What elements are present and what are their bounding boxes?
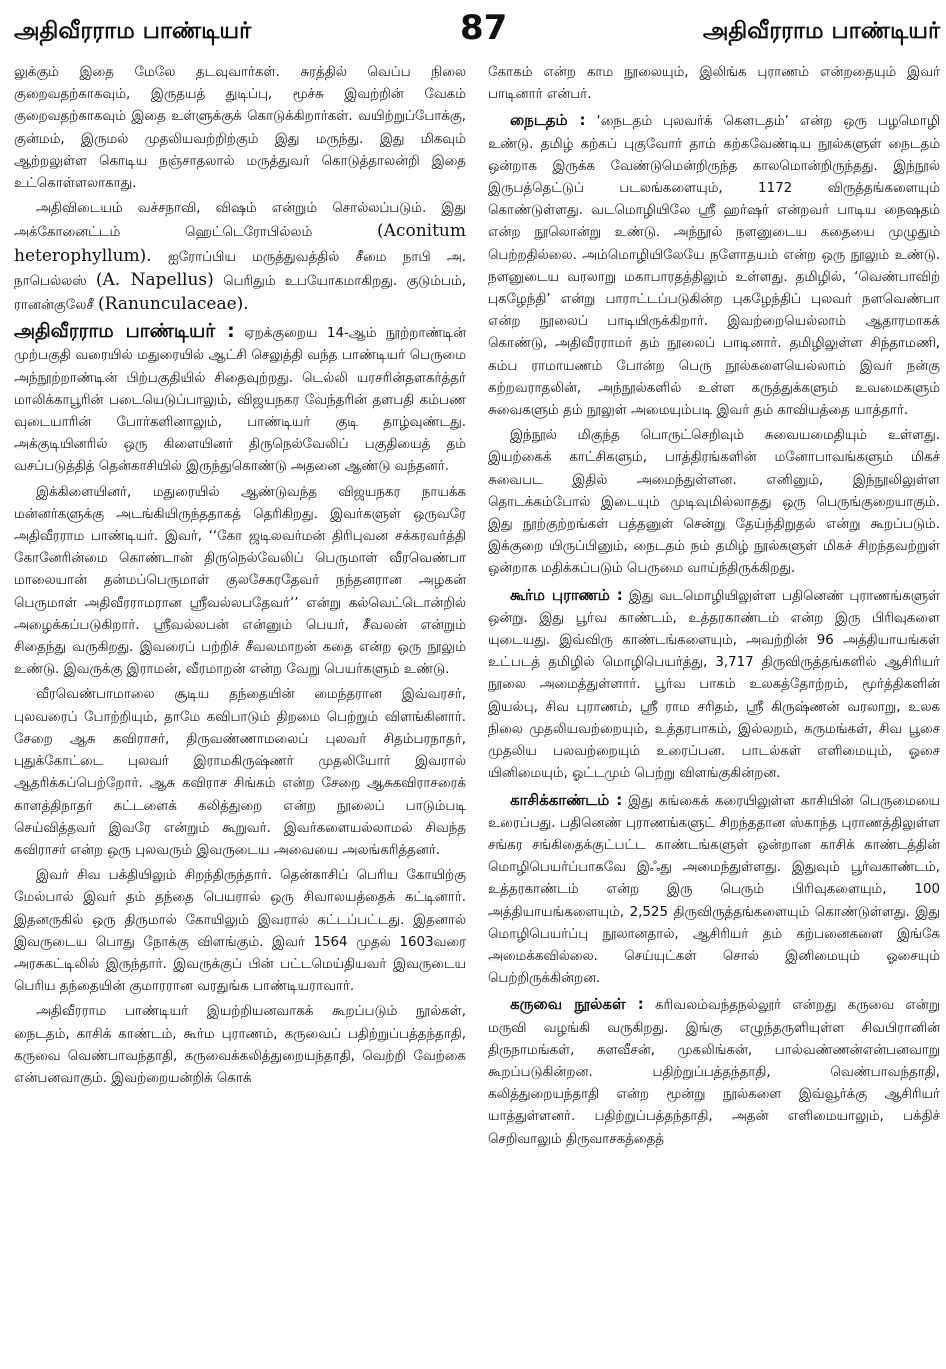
entry-heading: அதிவீரராம பாண்டியர் : <box>14 320 235 343</box>
paragraph-text: ஐரோப்பிய மருத்துவத்தில் சீமை நாபி அ. நாபெல்லஸ் <box>14 249 466 289</box>
subentry-paragraph <box>488 109 940 422</box>
paragraph <box>14 198 466 317</box>
subentry-heading: கருவை நூல்கள் : <box>510 995 644 1014</box>
paragraph: அதிவீரராம பாண்டியர் இயற்றியனவாகக் கூறப்படும் நூல்கள், நைடதம், காசிக் காண்டம், கூர்ம புராணம், கருவைப் பதிற்றுப்பத்தந்தாதி, கருவை வெண்பாவந்தாதி, கருவைக்கலித்துறையந்தாதி, வெற்றி வேற்கை என்பனவாகும். இவற்றையன்றிக் கொக் <box>14 1004 466 1086</box>
running-head-right: அதிவீரராம பாண்டியர் <box>702 18 940 44</box>
subentry-heading: நைடதம் : <box>510 111 586 130</box>
right-column <box>488 62 940 1369</box>
latin-name: (Ranunculaceae). <box>98 294 249 315</box>
subentry-paragraph <box>488 584 940 786</box>
paragraph-text: இது வடமொழியிலுள்ள பதினெண் புராணங்களுள் ஒன்று. இது பூர்வ காண்டம், உத்தரகாண்டம் என்ற இரு பிரிவுகளை யுடையது. இவ்விரு காண்டங்களையும், அவற்றின் 96 அத்தியாயங்கள் உட்படத் தமிழில் மொழிபெயர்த்து, 3,717 திருவிருத்தங்களில் ஆசிரியர் நூலை அமைத்துள்ளார். பூர்வ பாகம் உலகத்தோற்றம், மூர்த்திகளின் இயல்பு, சிவ புராணம், ஸ்ரீ ராம சரிதம், ஸ்ரீ கிருஷ்ணன் வரலாறு, உலக நிலை முதலியவற்றையும், உத்தரபாகம், இல்லறம், கருமங்கள், சிவ பூசை முதலிய பலவற்றையும் உரைப்பன. பாடல்கள் எளிமையும், ஓசை யினிமையும், ஓட்டமும் பெற்று விளங்குகின்றன. <box>488 588 940 782</box>
subentry-heading: காசிக்காண்டம் : <box>510 790 623 809</box>
left-column <box>14 62 466 1369</box>
paragraph: இந்நூல் மிகுந்த பொருட்செறிவும் சுவையமைதியும் உள்ளது. இயற்கைக் காட்சிகளும், பாத்திரங்களின் மனோபாவங்களும் மிகச் சுவைபட இதில் அமைந்துள்ளன. எனினும், இந்நூலிலுள்ள தொடக்கம்போல் இடையும் முடிவுமில்லாதது ஒரு பெருங்குறையாகும். இது நூற்குற்றங்கள் பத்தனுள் சென்று தேய்ந்திறுதல் என்று கூறப்படும். இக்குறை யிருப்பினும், நைடதம் நம் தமிழ் நூல்களுள் மிகச் சிறந்தவற்றுள் ஒன்றாக மதிக்கப்படும் பெருமை வாய்ந்திருக்கிறது. <box>488 428 940 577</box>
latin-name: (A. Napellus) <box>95 269 214 290</box>
entry-paragraph <box>14 320 466 478</box>
paragraph: இவர் சிவ பக்தியிலும் சிறந்திருந்தார். தென்காசிப் பெரிய கோயிற்கு மேல்பால் இவர் தம் தந்தை பெயரால் ஒரு சிவாலயத்தைக் கட்டினார். இதனருகில் ஒரு திருமால் கோயிலும் இவரால் கட்டப்பட்டது. இதனால் இவருடைய பொது நோக்கு விளங்கும். இவர் 1564 முதல் 1603வரை அரசுகட்டிலில் இருந்தார். இவருக்குப் பின் பட்டமெய்தியவர் இவருடைய பெரிய தந்தையின் குமாரரான வரதுங்க பாண்டியராவார். <box>14 868 466 995</box>
paragraph: வீரவெண்பாமாலை சூடிய தந்தையின் மைந்தரான இவ்வரசர், புலவரைப் போற்றியும், தாமே கவிபாடும் திறமை பெற்றும் விளங்கினார். சேறை ஆசு கவிராசர், திருவண்ணாமலைப் புலவர் சிதம்பரநாதர், புதுக்கோட்டை புலவர் இராமகிருஷ்ணர் முதலியோர் இவரால் ஆதரிக்கப்பெற்றோர். ஆசு கவிராச சிங்கம் என்ற சேறை ஆசுகவிராசரைக் காளத்திநாதர் கட்டளைக் கலித்துறை என்ற நூலைப் பாடும்படி செய்வித்தவர் இவரே என்றும் கூறுவர். இவர்களையல்லாமல் சிவந்த கவிராசர் என்ற ஒரு புலவரும் இவருடைய அவையை அலங்கரித்தனர். <box>14 687 466 858</box>
paragraph-text: கரிவலம்வந்தநல்லூர் என்றது கருவை என்று மருவி வழங்கி வருகிறது. இங்கு எழுந்தருளியுள்ள சிவபிரானின் திருநாமங்கள், களவீசன், முகலிங்கன், பால்வண்ணன்என்பனவாறு கூறப்படுகின்றன. பதிற்றுப்பத்தந்தாதி, வெண்பாவந்தாதி, கலித்துறையந்தாதி என்ற மூன்று நூல்களை இவ்வூர்க்கு ஆசிரியர் யாத்துள்ளனர். பதிற்றுப்பத்தந்தாதி, அதன் எளிமையாலும், பக்திச் செறிவாலும் திருவாசகத்தைத் <box>488 998 940 1147</box>
paragraph: கோகம் என்ற காம நூலையும், இலிங்க புராணம் என்றதையும் இவர் பாடினார் என்பர். <box>488 65 940 103</box>
page-number: 87 <box>460 8 508 48</box>
page-header <box>14 8 940 60</box>
text-columns <box>14 62 940 1369</box>
paragraph-text: ‘நைடதம் புலவர்க் கௌடதம்’ என்ற ஒரு பழமொழி உண்டு. தமிழ் கற்கப் புகுவோர் தாம் கற்கவேண்டிய நூல்களுள் நைடதம் ஒன்றாக இருக்க வேண்டுமென்றிருந்த காலமொன்றிருந்தது. இந்நூல் இருபத்தெட்டுப் படலங்களையும், 1172 விருத்தங்களையும் கொண்டுள்ளது. வடமொழியிலே ஸ்ரீ ஹர்ஷர் என்றவர் பாடிய நைஷதம் என்ற நூலொன்று உண்டு. அந்நூல் நளனுடைய கதையை முழுதும் பெற்றதில்லை. அம்மொழியிலேயே நளோதயம் என்ற ஒரு நூலும் உண்டு. நளனுடைய வரலாறு மகாபாரதத்திலும் உள்ளது. தமிழில், ‘வெண்பாவிற் புகழேந்தி’ என்று பாராட்டப்படுகின்ற புகழேந்திப் புலவர் நளவெண்பா என்ற நூலைப் பாடியிருக்கிறார். இவற்றையெல்லாம் ஆதாரமாகக் கொண்டு, அதிவீரராமர் தம் நூலைப் பாடினார். தமிழிலுள்ள சிந்தாமணி, கம்ப ராமாயணம் போன்ற பெரு நூல்களையெல்லாம் இவர் நன்கு கற்றவராதலின், அந்நூல்களில் உள்ள கருத்துக்களும் உவமைகளும் சுவைகளும் தம் நூலுள் அமையும்படி இவர் தம் காவியத்தை யாத்தார். <box>488 114 940 419</box>
paragraph: இக்கிளையினர், மதுரையில் ஆண்டுவந்த விஜயநகர நாயக்க மன்னர்களுக்கு அடங்கியிருந்ததாகத் தெரிகிறது. இவர்களுள் ஒருவரே அதிவீரராம பாண்டியர். இவர், ‘‘கோ ஜடிலவர்மன் திரிபுவன சக்கரவர்த்தி கோனேரின்மை கொண்டான் திருநெல்வேலிப் பெருமாள் வீரவெண்பா மாலையான் தன்மப்பெருமாள் குலசேகரதேவர் நந்தனரான அழகன் பெருமாள் அதிவீரராமரான ஸ்ரீவல்லபதேவர்’’ என்று கல்வெட்டொன்றில் அழைக்கப்படுகிறார். ஸ்ரீவல்லபன் என்னும் பெயர், சீவலன் என்றும் சிதைந்து வருகிறது. இவரைப் பற்றிச் சீவலமாறன் கதை என்ற ஒரு நூலும் உண்டு. இவருக்கு இராமன், வீரமாறன் என்ற வேறு பெயர்களும் உண்டு. <box>14 484 466 678</box>
paragraph-text: அதிவிடையம் வச்சநாவி, விஷம் என்றும் சொல்லப்படும். இது அக்கோனைட்டம் ஹெட்டெரோபில்லம் <box>14 201 466 241</box>
paragraph-text: பெரிதும் உபயோகமாகிறது. குடும்பம், ரானன்குலேசீ <box>14 273 466 314</box>
paragraph-text: ஏறக்குறைய 14-ஆம் நூற்றாண்டின் முற்பகுதி வரையில் மதுரையில் ஆட்சி செலுத்தி வந்த பாண்டியர் பெருமை அந்நூற்றாண்டின் பிற்பகுதியில் சிதைவுற்றது. டெல்லி யரசரின்தளகர்த்தர் மாலிக்காபூரின் படையெடுப்பாலும், விஜயநகர வேந்தரின் தளபதி கம்பண வுடையாரின் போர்களினாலும், பாண்டியர் குடி தாழ்வுண்டது. அக்குடியினரில் ஒரு கிளையினர் திருநெல்வேலிப் பகுதியைத் தம் வசப்படுத்தித் தென்காசியில் இருந்துகொண்டு அதனை ஆண்டு வந்தனர். <box>14 326 466 475</box>
paragraph: லுக்கும் இதை மேலே தடவுவார்கள். சுரத்தில் வெப்ப நிலை குறைவதற்காகவும், இருதயத் துடிப்பு, மூச்சு இவற்றின் வேகம் குறைவதற்காகவும் இதை உள்ளுக்குக் கொடுக்கிறார்கள். வயிற்றுப்போக்கு, குன்மம், இருமல் முதலியவற்றிற்கும் இது மருந்து. இது மிகவும் ஆற்றலுள்ள கொடிய நஞ்சாதலால் மருத்துவர் கொடுத்தாலன்றி இதை உட்கொள்ளலாகாது. <box>14 65 466 192</box>
subentry-paragraph <box>488 993 940 1150</box>
subentry-paragraph <box>488 789 940 991</box>
running-head-left: அதிவீரராம பாண்டியர் <box>14 18 252 44</box>
subentry-heading: கூர்ம புராணம் : <box>510 585 623 604</box>
latin-name: (Aconitum heterophyllum). <box>14 221 466 266</box>
paragraph-text: இது கங்கைக் கரையிலுள்ள காசியின் பெருமையை உரைப்பது. பதினெண் புராணங்களுட் சிறந்ததான ஸ்காந்த புராணத்திலுள்ள சங்கர சங்கிதைக்குட்பட்ட காண்டங்களுள் ஒன்றான காசிக் காண்டத்தின் மொழிபெயர்ப்பாகவே இஃது அமைந்துள்ளது. இதுவும் பூர்வகாண்டம், உத்தரகாண்டம் என்ற இரு பெரும் பிரிவுகளையும், 100 அத்தியாயங்களையும், 2,525 திருவிருத்தங்களையும் கொண்டுள்ளது. இது மொழிபெயர்ப்பு நூலானதால், ஆசிரியர் தம் கற்பனைகளை இங்கே அமைக்கவில்லை. செய்யுட்கள் சொல் இனிமையும் ஓசையும் பெற்றிருக்கின்றன. <box>488 793 940 987</box>
